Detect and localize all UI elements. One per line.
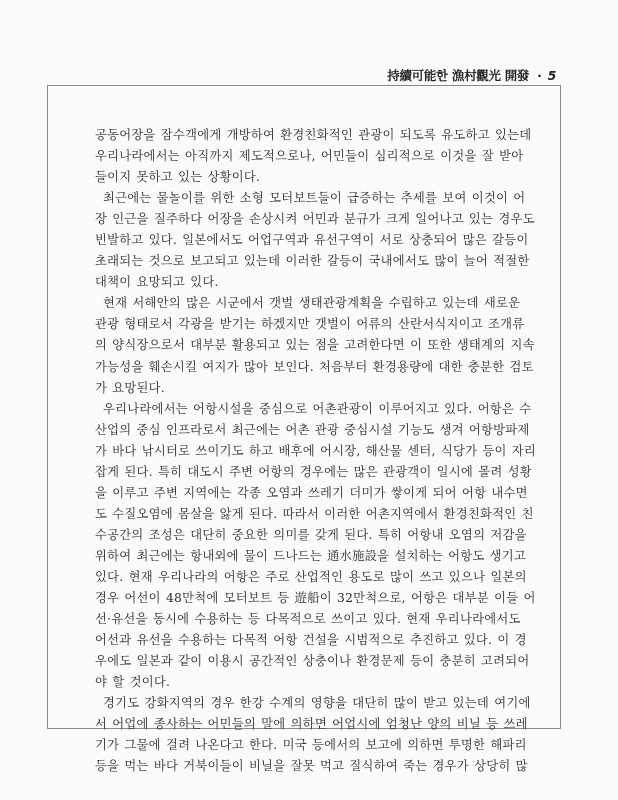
paragraph bbox=[95, 125, 532, 188]
text-line: 있다. 현재 우리나라의 어항은 주로 산업적인 용도로 많이 쓰고 있으나 일본의 bbox=[95, 569, 527, 584]
text-line: 어선과 유선을 수용하는 다목적 어항 건설을 시범적으로 추진하고 있다. 이 경 bbox=[95, 633, 527, 648]
text-line: 경기도 강화지역의 경우 한강 수계의 영향을 대단히 많이 받고 있는데 여기에 bbox=[103, 696, 531, 711]
text-line: 현재 서해안의 많은 시군에서 갯벌 생태관광계획을 수립하고 있는데 새로운 bbox=[103, 296, 521, 311]
text-line: 기가 그물에 걸려 나온다고 한다. 미국 등에서의 보고에 의하면 투명한 해파리 bbox=[95, 738, 527, 753]
running-header bbox=[387, 66, 556, 84]
text-line: 경우 어선이 48만척에 모터보트 등 遊船이 32만척으로, 어항은 대부분 이들 어 bbox=[95, 591, 536, 606]
text-line: 등을 먹는 바다 거북이들이 비닐을 잘못 먹고 질식하여 죽는 경우가 상당히 많 bbox=[95, 759, 528, 774]
paragraph bbox=[95, 188, 535, 293]
text-line: 가 요망된다. bbox=[95, 380, 165, 395]
text-line: 빈발하고 있다. 일본에서도 어업구역과 유선구역이 서로 상충되어 많은 갈등이 bbox=[95, 233, 529, 248]
text-line: 우에도 일본과 같이 이용시 공간적인 상충이나 환경문제 등이 충분히 고려되어 bbox=[95, 654, 530, 669]
paragraph bbox=[95, 693, 531, 777]
text-line: 관광 형태로서 각광을 받기는 하겠지만 갯벌이 어류의 산란서식지이고 조개류 bbox=[95, 317, 525, 332]
text-line: 서 어업에 종사하는 어민들의 말에 의하면 어업시에 엄청난 양의 비닐 등 쓰레 bbox=[95, 717, 528, 732]
text-line: 잡게 된다. 특히 대도시 주변 어항의 경우에는 많은 관광객이 일시에 몰려 성황 bbox=[95, 464, 532, 479]
text-line: 대책이 요망되고 있다. bbox=[95, 275, 219, 290]
text-line: 야 할 것이다. bbox=[95, 675, 171, 690]
text-line: 장 인근을 질주하다 어장을 손상시켜 어민과 분규가 크게 일어나고 있는 경우도 bbox=[95, 212, 535, 227]
text-line: 공동어장을 잠수객에게 개방하여 환경친화적인 관광이 되도록 유도하고 있는데 bbox=[95, 128, 532, 142]
body-text bbox=[95, 125, 537, 777]
text-line: 의 양식장으로서 대부분 활용되고 있는 점을 고려한다면 이 또한 생태계의 지속 bbox=[95, 338, 535, 353]
text-line: 위하여 최근에는 항내외에 물이 드나드는 通水施設을 설치하는 어항도 생기고 bbox=[95, 548, 527, 563]
text-line: 가능성을 훼손시킬 여지가 많아 보인다. 처음부터 환경용량에 대한 충분한 검토 bbox=[95, 359, 534, 374]
text-line: 을 이루고 주변 지역에는 각종 오염과 쓰레기 더미가 쌓이게 되어 어항 내수면 bbox=[95, 485, 528, 500]
text-line: 도 수질오염에 몸살을 앓게 된다. 따라서 이러한 어촌지역에서 환경친화적인 친 bbox=[95, 506, 534, 521]
text-line: 우리나라에서는 어항시설을 중심으로 어촌관광이 이루어지고 있다. 어항은 수 bbox=[103, 401, 532, 416]
text-line: 산업의 중심 인프라로서 최근에는 어촌 관광 중심시설 기능도 생겨 어항방파제 bbox=[95, 422, 530, 437]
paragraph bbox=[95, 293, 535, 398]
text-line: 우리나라에서는 아직까지 제도적으로나, 어민들이 심리적으로 이것을 잘 받아 bbox=[95, 149, 524, 164]
paragraph bbox=[95, 399, 537, 694]
text-line: 가 바다 낚시터로 쓰이기도 하고 배후에 어시장, 해산물 센터, 식당가 등이 자리 bbox=[95, 443, 537, 458]
text-line: 들이지 못하고 있는 상황이다. bbox=[95, 170, 261, 185]
page-number: 5 bbox=[547, 68, 556, 83]
text-line: 선·유선을 동시에 수용하는 등 다목적으로 쓰이고 있다. 현재 우리나라에서도 bbox=[95, 612, 521, 627]
text-line: 수공간의 조성은 대단히 중요한 의미를 갖게 된다. 특히 어항내 오염의 저감을 bbox=[95, 527, 527, 542]
header-separator: · bbox=[537, 68, 542, 83]
text-line: 초래되는 것으로 보고되고 있는데 이러한 갈등이 국내에서도 많이 늘어 적절한 bbox=[95, 254, 530, 269]
header-title: 持續可能한 漁村觀光 開發 bbox=[387, 68, 530, 83]
text-line: 최근에는 물놀이를 위한 소형 모터보트들이 급증하는 추세를 보여 이것이 어 bbox=[103, 191, 526, 206]
